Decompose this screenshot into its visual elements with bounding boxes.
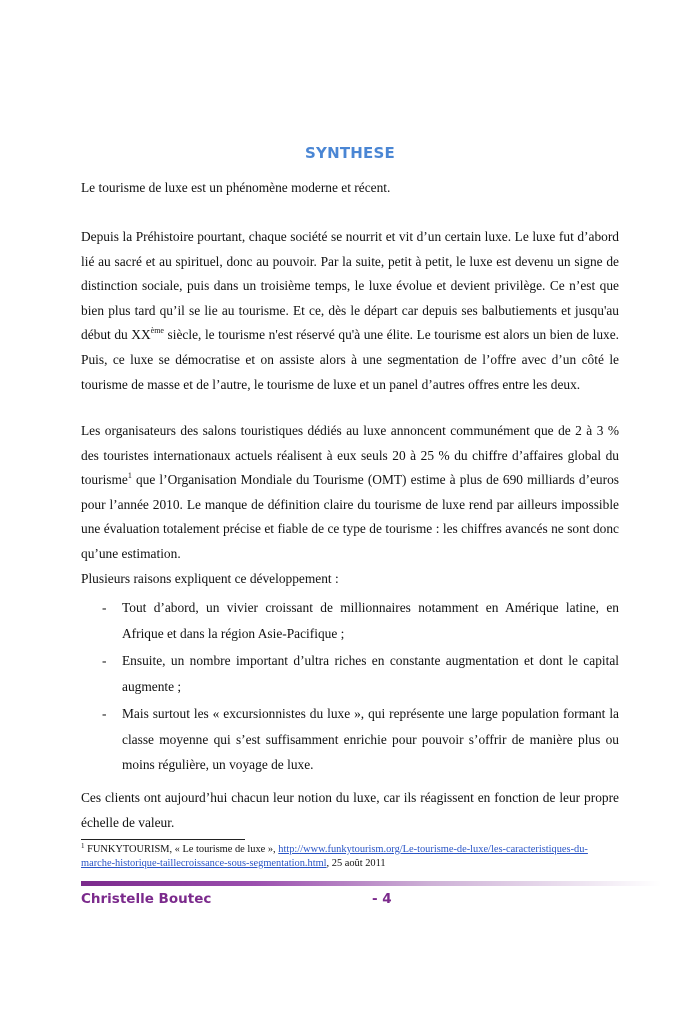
page-title: SYNTHESE	[305, 144, 395, 162]
history-text-part1: Depuis la Préhistoire pourtant, chaque société se nourrit et vit d’un certain luxe. Le luxe fut d’abord lié au sacré et au spirituel, donc au pouvoir. Par la suite, petit à petit, le luxe est devenu un signe de distinction sociale, puis dans un troisième temps, le luxe évolue et devient privilège. Ce n’est que bien plus tard qu’il se lie au tourisme. Et ce, dès le départ car depuis ses balbutiements et jusqu'au début du XX	[81, 229, 619, 343]
paragraph-intro	[81, 176, 619, 201]
history-text-part2: siècle, le tourisme n'est réservé qu'à une élite. Le tourisme est alors un bien de luxe. Puis, ce luxe se démocratise et on assiste alors à une segmentation de l’offre avec d’un côté le tourisme de masse et de l’autre, le tourisme de luxe et un panel d’autres offres entre les deux.	[81, 327, 619, 392]
list-item	[81, 701, 619, 778]
footnote-link[interactable]: http://www.funkytourism.org/Le-tourisme-de-luxe/les-caracteristiques-du-marche-historique-taillecroissance-sous-segmentation.html	[81, 844, 588, 869]
page-number: - 4	[372, 891, 392, 907]
paragraph-history	[81, 225, 619, 397]
footnote-reference[interactable]: 1	[127, 471, 132, 481]
list-item	[81, 595, 619, 646]
paragraph-intro-text: Le tourisme de luxe est un phénomène moderne et récent.	[81, 180, 391, 195]
list-item-text: Mais surtout les « excursionnistes du luxe », qui représente une large population formant la classe moyenne qui s’est suffisamment enrichie pour pouvoir s’offrir de manière plus ou moins régulière, un voyage de luxe.	[122, 706, 619, 772]
list-item-text: Ensuite, un nombre important d’ultra riches en constante augmentation et dont le capital augmente ;	[122, 653, 619, 694]
footer-gradient-bar	[81, 881, 661, 886]
paragraph-clients	[81, 786, 619, 835]
list-dash: -	[102, 653, 107, 668]
list-item-text: Tout d’abord, un vivier croissant de millionnaires notamment en Amérique latine, en Afrique et dans la région Asie-Pacifique ;	[122, 600, 619, 641]
footnote-prefix: FUNKYTOURISM, « Le tourisme de luxe »,	[84, 844, 279, 855]
paragraph-organisers	[81, 419, 619, 567]
paragraph-organisers-text	[81, 419, 619, 567]
list-dash: -	[102, 706, 107, 721]
footer-author: Christelle Boutec	[81, 891, 212, 907]
footnote-suffix: , 25 août 2011	[326, 858, 386, 869]
reasons-list	[81, 595, 619, 780]
paragraph-reasons	[81, 567, 619, 592]
footnote-separator	[81, 839, 245, 840]
footnote-number: 1	[81, 842, 85, 850]
century-superscript: ème	[150, 326, 164, 336]
paragraph-history-text	[81, 225, 619, 397]
footnote	[81, 843, 621, 871]
list-item	[81, 648, 619, 699]
paragraph-reasons-text: Plusieurs raisons expliquent ce développement :	[81, 571, 339, 586]
paragraph-clients-text: Ces clients ont aujourd’hui chacun leur notion du luxe, car ils réagissent en fonction de leur propre échelle de valeur.	[81, 790, 619, 830]
organisers-text-part1: Les organisateurs des salons touristiques dédiés au luxe annoncent communément que de 2 à 3 % des touristes internationaux actuels réalisent à eux seuls 20 à 25 % du chiffre d’affaires global du tourisme	[81, 423, 619, 488]
organisers-text-part2: que l’Organisation Mondiale du Tourisme (OMT) estime à plus de 690 milliards d’euros pour l’année 2010. Le manque de définition claire du tourisme de luxe rend par ailleurs impossible une évaluation totalement précise et fiable de ce type de tourisme : les chiffres avancés ne sont donc qu’une estimation.	[81, 472, 619, 561]
list-dash: -	[102, 600, 107, 615]
